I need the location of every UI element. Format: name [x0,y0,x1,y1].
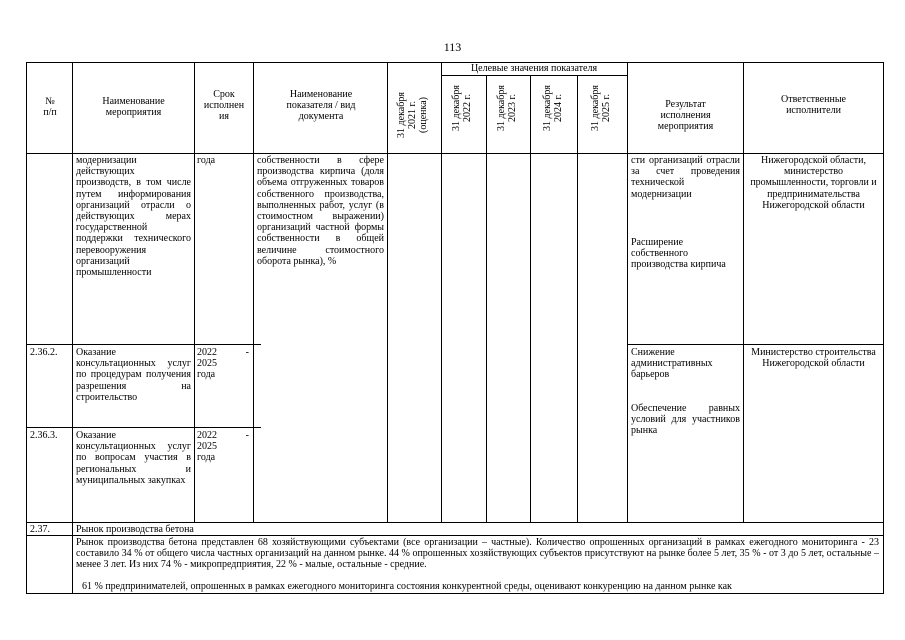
header-target-2023: 31 декабря 2023 г. [496,85,518,131]
col-line-9 [577,75,578,522]
row-2362-term-start: 2022 - [197,347,249,358]
row-2363-num: 2.36.3. [30,430,58,441]
cont-term: года [197,155,216,166]
rule-row-2362-top [27,344,261,345]
col-line-10 [627,63,628,522]
row-2362-name: Оказание консультационных услуг по процедурам получения разрешения на строительство [76,347,191,403]
header-term: Срок исполнен ия [203,89,245,123]
col-line-3 [194,63,195,522]
rule-header-bottom [27,153,883,154]
col-line-5 [387,63,388,522]
cont-measure-name: модернизации действующих производств, в том числе путем информирования организаций отрасли о действующих мерах государственной поддержки технического перевооружения организаций промышленности [76,155,191,279]
header-target-2024: 31 декабря 2024 г. [542,85,564,131]
analysis-paragraph-2: 61 % предпринимателей, опрошенных в рамках ежегодного мониторинга состояния конкурентной среды, оценивают конкуренцию на данном рынке как [82,581,732,592]
header-base-value: 31 декабря 2021 г. (оценка) [396,92,429,138]
col-line-7 [486,75,487,522]
header-name: Наименование мероприятия [102,96,165,119]
col-line-2 [72,535,73,593]
cont-result-1: сти организаций отрасли за счет проведения технической модернизации [631,155,740,200]
row-2362-term-end: 2025 года [197,358,217,381]
row-2362-responsible: Министерство строительства Нижегородской области [751,347,876,370]
row-2363-name: Оказание консультационных услуг по вопросам участия в региональных и муниципальных закупках [76,430,191,486]
rule-row-237-top [27,522,883,523]
header-indicator: Наименование показателя / вид документа [286,89,356,123]
header-target-2022: 31 декабря 2022 г. [451,85,473,131]
cont-responsible: Нижегородской области, министерство промышленности, торговли и предпринимательства Нижегородской области [750,155,877,211]
header-num: № п/п [43,96,57,119]
cont-result-2: Расширение собственного производства кирпича [631,237,726,271]
header-responsible: Ответственные исполнители [781,94,846,117]
row-237-title: Рынок производства бетона [76,524,194,535]
row-2363-term-start: 2022 - [197,430,249,441]
measures-table [26,62,884,594]
row-237-num: 2.37. [30,524,50,535]
header-target-values: Целевые значения показателя [470,63,598,74]
cont-indicator: собственности в сфере производства кирпича (доля объема отгруженных товаров собственного производства, выполненных работ, услуг (в стоимостном выражении) организаций частной формы собственности в общей величине стоимостного оборота рынка), % [257,155,384,267]
page-number: 113 [443,40,462,54]
row-2362-num: 2.36.2. [30,347,58,358]
analysis-paragraph-1: Рынок производства бетона представлен 68 хозяйствующими субъектами (все организации – частные). Количество опрошенных организаций в рамках ежегодного мониторинга - 23 составило 34 % от общего числа частных организаций на данном рынке. 44 % опрошенных хозяйствующих субъектов присутствуют на рынке более 5 лет, 35 % - от 3 до 5 лет, остальные – менее 3 лет. Из них 74 % - микропредприятия, 22 % - малые, остальные - средние. [76,537,879,571]
row-2363-term-end: 2025 года [197,441,217,464]
col-line-4 [253,63,254,522]
col-line-8 [530,75,531,522]
col-line-6 [441,63,442,522]
rule-row-2363-top [27,427,261,428]
row-2362-result-2: Обеспечение равных условий для участников рынка [631,403,740,437]
col-line-1 [72,63,73,535]
header-target-2025: 31 декабря 2025 г. [590,85,612,131]
rule-row-2362-top-right [627,344,883,345]
row-2362-result-1: Снижение административных барьеров [631,347,713,381]
header-result: Результат исполнения мероприятия [657,99,714,133]
col-line-11 [743,63,744,522]
